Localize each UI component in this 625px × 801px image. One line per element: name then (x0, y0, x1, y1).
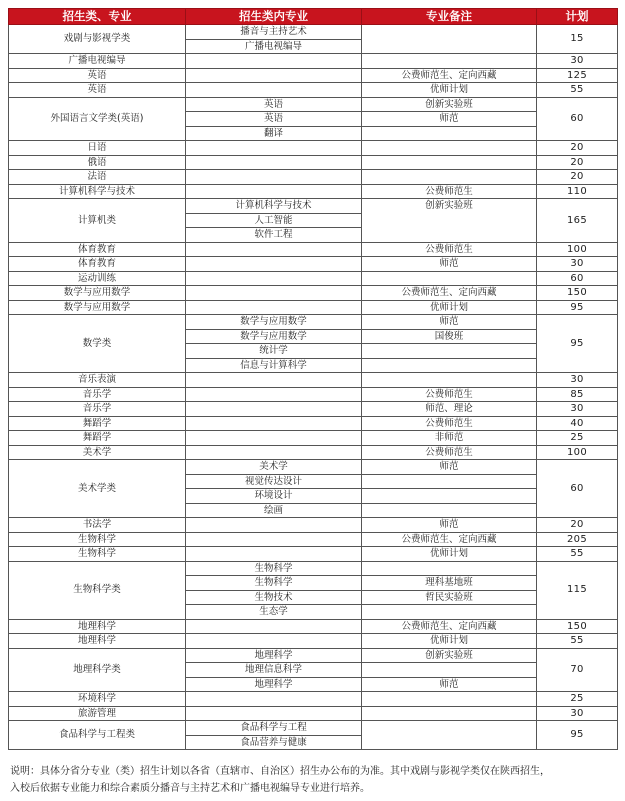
plan-cell: 165 (537, 199, 618, 243)
category-major-cell: 英语 (9, 68, 186, 83)
major-remark-cell: 公费师范生 (362, 387, 537, 402)
plan-cell: 15 (537, 25, 618, 54)
major-remark-cell (362, 39, 537, 54)
inner-major-cell: 地理科学 (186, 677, 362, 692)
category-major-cell: 旅游管理 (9, 706, 186, 721)
major-remark-cell: 公费师范生 (362, 416, 537, 431)
plan-cell: 100 (537, 242, 618, 257)
major-remark-cell (362, 155, 537, 170)
inner-major-cell: 广播电视编导 (186, 39, 362, 54)
plan-cell: 60 (537, 271, 618, 286)
category-major-cell: 舞蹈学 (9, 431, 186, 446)
table-row (9, 561, 618, 576)
inner-major-cell: 信息与计算科学 (186, 358, 362, 373)
category-major-cell: 舞蹈学 (9, 416, 186, 431)
category-major-cell: 音乐学 (9, 387, 186, 402)
plan-cell: 25 (537, 431, 618, 446)
table-header (9, 9, 618, 25)
inner-major-cell (186, 242, 362, 257)
category-major-cell: 环境科学 (9, 692, 186, 707)
major-remark-cell: 国俊班 (362, 329, 537, 344)
inner-major-cell (186, 619, 362, 634)
major-remark-cell (362, 561, 537, 576)
plan-cell: 85 (537, 387, 618, 402)
major-remark-cell: 哲民实验班 (362, 590, 537, 605)
table-row (9, 634, 618, 649)
category-major-cell: 俄语 (9, 155, 186, 170)
plan-cell: 95 (537, 721, 618, 750)
major-remark-cell (362, 271, 537, 286)
plan-cell: 95 (537, 300, 618, 315)
table-row (9, 373, 618, 388)
major-remark-cell (362, 170, 537, 185)
table-row (9, 286, 618, 301)
inner-major-cell (186, 634, 362, 649)
header-major-remark: 专业备注 (362, 9, 537, 25)
major-remark-cell (362, 141, 537, 156)
major-remark-cell: 优师计划 (362, 547, 537, 562)
major-remark-cell: 优师计划 (362, 634, 537, 649)
inner-major-cell: 美术学 (186, 460, 362, 475)
inner-major-cell: 人工智能 (186, 213, 362, 228)
major-remark-cell (362, 735, 537, 750)
plan-cell: 30 (537, 54, 618, 69)
major-remark-cell (362, 344, 537, 359)
inner-major-cell (186, 54, 362, 69)
plan-cell: 205 (537, 532, 618, 547)
category-major-cell: 广播电视编导 (9, 54, 186, 69)
plan-cell: 20 (537, 170, 618, 185)
inner-major-cell: 软件工程 (186, 228, 362, 243)
major-remark-cell: 师范 (362, 677, 537, 692)
category-major-cell: 音乐表演 (9, 373, 186, 388)
category-major-cell: 音乐学 (9, 402, 186, 417)
inner-major-cell (186, 416, 362, 431)
plan-cell: 70 (537, 648, 618, 692)
table-row (9, 315, 618, 330)
inner-major-cell: 英语 (186, 112, 362, 127)
plan-cell: 150 (537, 286, 618, 301)
footnote-line-2: 入校后依据专业能力和综合素质分播音与主持艺术和广播电视编导专业进行培养。 (10, 783, 370, 794)
inner-major-cell: 食品科学与工程 (186, 721, 362, 736)
plan-cell: 30 (537, 257, 618, 272)
inner-major-cell: 生物技术 (186, 590, 362, 605)
inner-major-cell: 数学与应用数学 (186, 315, 362, 330)
inner-major-cell: 数学与应用数学 (186, 329, 362, 344)
major-remark-cell (362, 54, 537, 69)
table-row (9, 155, 618, 170)
category-major-cell: 法语 (9, 170, 186, 185)
inner-major-cell (186, 286, 362, 301)
inner-major-cell: 环境设计 (186, 489, 362, 504)
category-major-cell: 外国语言文学类(英语) (9, 97, 186, 141)
table-row (9, 460, 618, 475)
inner-major-cell (186, 532, 362, 547)
plan-cell: 40 (537, 416, 618, 431)
category-major-cell: 地理科学类 (9, 648, 186, 692)
major-remark-cell (362, 25, 537, 40)
enrollment-plan-table (8, 8, 618, 750)
inner-major-cell: 食品营养与健康 (186, 735, 362, 750)
category-major-cell: 生物科学类 (9, 561, 186, 619)
header-category-major: 招生类、专业 (9, 9, 186, 25)
category-major-cell: 日语 (9, 141, 186, 156)
category-major-cell: 数学类 (9, 315, 186, 373)
inner-major-cell (186, 387, 362, 402)
table-body (9, 25, 618, 750)
category-major-cell: 戏剧与影视学类 (9, 25, 186, 54)
major-remark-cell (362, 489, 537, 504)
plan-cell: 20 (537, 155, 618, 170)
inner-major-cell (186, 518, 362, 533)
header-inner-major: 招生类内专业 (186, 9, 362, 25)
table-row (9, 257, 618, 272)
table-row (9, 706, 618, 721)
inner-major-cell: 播音与主持艺术 (186, 25, 362, 40)
plan-cell: 25 (537, 692, 618, 707)
plan-cell: 55 (537, 634, 618, 649)
plan-cell: 30 (537, 706, 618, 721)
major-remark-cell: 优师计划 (362, 300, 537, 315)
major-remark-cell (362, 126, 537, 141)
major-remark-cell: 理科基地班 (362, 576, 537, 591)
major-remark-cell (362, 213, 537, 228)
major-remark-cell (362, 663, 537, 678)
inner-major-cell: 计算机科学与技术 (186, 199, 362, 214)
plan-cell: 55 (537, 83, 618, 98)
table-row (9, 68, 618, 83)
table-row (9, 97, 618, 112)
major-remark-cell (362, 474, 537, 489)
category-major-cell: 数学与应用数学 (9, 286, 186, 301)
major-remark-cell: 优师计划 (362, 83, 537, 98)
major-remark-cell: 公费师范生、定向西藏 (362, 286, 537, 301)
plan-cell: 115 (537, 561, 618, 619)
category-major-cell: 体育教育 (9, 242, 186, 257)
table-row (9, 416, 618, 431)
table-row (9, 532, 618, 547)
category-major-cell: 体育教育 (9, 257, 186, 272)
category-major-cell: 地理科学 (9, 634, 186, 649)
table-row (9, 619, 618, 634)
table-row (9, 25, 618, 40)
major-remark-cell: 创新实验班 (362, 199, 537, 214)
inner-major-cell (186, 547, 362, 562)
major-remark-cell (362, 692, 537, 707)
plan-cell: 55 (537, 547, 618, 562)
table-row (9, 271, 618, 286)
table-row (9, 445, 618, 460)
table-row (9, 402, 618, 417)
major-remark-cell: 公费师范生 (362, 242, 537, 257)
table-row (9, 518, 618, 533)
major-remark-cell: 创新实验班 (362, 648, 537, 663)
footnote-line-1: 说明：具体分省分专业（类）招生计划以各省（直辖市、自治区）招生办公布的为准。其中戏剧与影视学类仅在陕西招生， (10, 766, 550, 777)
inner-major-cell: 生态学 (186, 605, 362, 620)
major-remark-cell: 公费师范生 (362, 184, 537, 199)
table-row (9, 692, 618, 707)
inner-major-cell (186, 692, 362, 707)
table-row (9, 199, 618, 214)
table-row (9, 242, 618, 257)
inner-major-cell (186, 83, 362, 98)
category-major-cell: 食品科学与工程类 (9, 721, 186, 750)
header-row (9, 9, 618, 25)
header-plan: 计划 (537, 9, 618, 25)
plan-cell: 30 (537, 373, 618, 388)
major-remark-cell (362, 605, 537, 620)
inner-major-cell (186, 402, 362, 417)
inner-major-cell: 绘画 (186, 503, 362, 518)
major-remark-cell: 师范、理论 (362, 402, 537, 417)
plan-cell: 30 (537, 402, 618, 417)
category-major-cell: 地理科学 (9, 619, 186, 634)
major-remark-cell: 公费师范生、定向西藏 (362, 68, 537, 83)
plan-cell: 150 (537, 619, 618, 634)
table-row (9, 141, 618, 156)
inner-major-cell (186, 431, 362, 446)
major-remark-cell: 师范 (362, 112, 537, 127)
table-row (9, 431, 618, 446)
major-remark-cell (362, 373, 537, 388)
footnote (10, 763, 615, 797)
major-remark-cell: 公费师范生、定向西藏 (362, 619, 537, 634)
major-remark-cell: 师范 (362, 257, 537, 272)
major-remark-cell (362, 228, 537, 243)
inner-major-cell: 生物科学 (186, 561, 362, 576)
table-row (9, 83, 618, 98)
major-remark-cell: 师范 (362, 460, 537, 475)
category-major-cell: 生物科学 (9, 532, 186, 547)
inner-major-cell: 统计学 (186, 344, 362, 359)
inner-major-cell (186, 141, 362, 156)
inner-major-cell: 地理信息科学 (186, 663, 362, 678)
inner-major-cell (186, 170, 362, 185)
major-remark-cell (362, 358, 537, 373)
plan-cell: 20 (537, 141, 618, 156)
major-remark-cell (362, 721, 537, 736)
major-remark-cell: 公费师范生、定向西藏 (362, 532, 537, 547)
inner-major-cell (186, 184, 362, 199)
major-remark-cell (362, 503, 537, 518)
inner-major-cell: 视觉传达设计 (186, 474, 362, 489)
table-row (9, 648, 618, 663)
table-row (9, 547, 618, 562)
inner-major-cell (186, 300, 362, 315)
major-remark-cell (362, 706, 537, 721)
category-major-cell: 书法学 (9, 518, 186, 533)
plan-cell: 100 (537, 445, 618, 460)
plan-cell: 125 (537, 68, 618, 83)
table-row (9, 184, 618, 199)
inner-major-cell (186, 271, 362, 286)
major-remark-cell: 创新实验班 (362, 97, 537, 112)
major-remark-cell: 公费师范生 (362, 445, 537, 460)
category-major-cell: 生物科学 (9, 547, 186, 562)
inner-major-cell (186, 373, 362, 388)
major-remark-cell: 师范 (362, 518, 537, 533)
inner-major-cell: 地理科学 (186, 648, 362, 663)
inner-major-cell (186, 445, 362, 460)
inner-major-cell (186, 68, 362, 83)
table-row (9, 54, 618, 69)
table-row (9, 170, 618, 185)
inner-major-cell: 翻译 (186, 126, 362, 141)
category-major-cell: 运动训练 (9, 271, 186, 286)
plan-cell: 95 (537, 315, 618, 373)
enrollment-plan-sheet (8, 8, 617, 750)
table-row (9, 300, 618, 315)
plan-cell: 20 (537, 518, 618, 533)
plan-cell: 60 (537, 97, 618, 141)
major-remark-cell: 非师范 (362, 431, 537, 446)
category-major-cell: 计算机类 (9, 199, 186, 243)
category-major-cell: 计算机科学与技术 (9, 184, 186, 199)
category-major-cell: 美术学类 (9, 460, 186, 518)
table-row (9, 387, 618, 402)
category-major-cell: 数学与应用数学 (9, 300, 186, 315)
plan-cell: 60 (537, 460, 618, 518)
category-major-cell: 美术学 (9, 445, 186, 460)
inner-major-cell (186, 155, 362, 170)
inner-major-cell (186, 257, 362, 272)
inner-major-cell: 生物科学 (186, 576, 362, 591)
inner-major-cell (186, 706, 362, 721)
plan-cell: 110 (537, 184, 618, 199)
table-row (9, 721, 618, 736)
inner-major-cell: 英语 (186, 97, 362, 112)
major-remark-cell: 师范 (362, 315, 537, 330)
category-major-cell: 英语 (9, 83, 186, 98)
